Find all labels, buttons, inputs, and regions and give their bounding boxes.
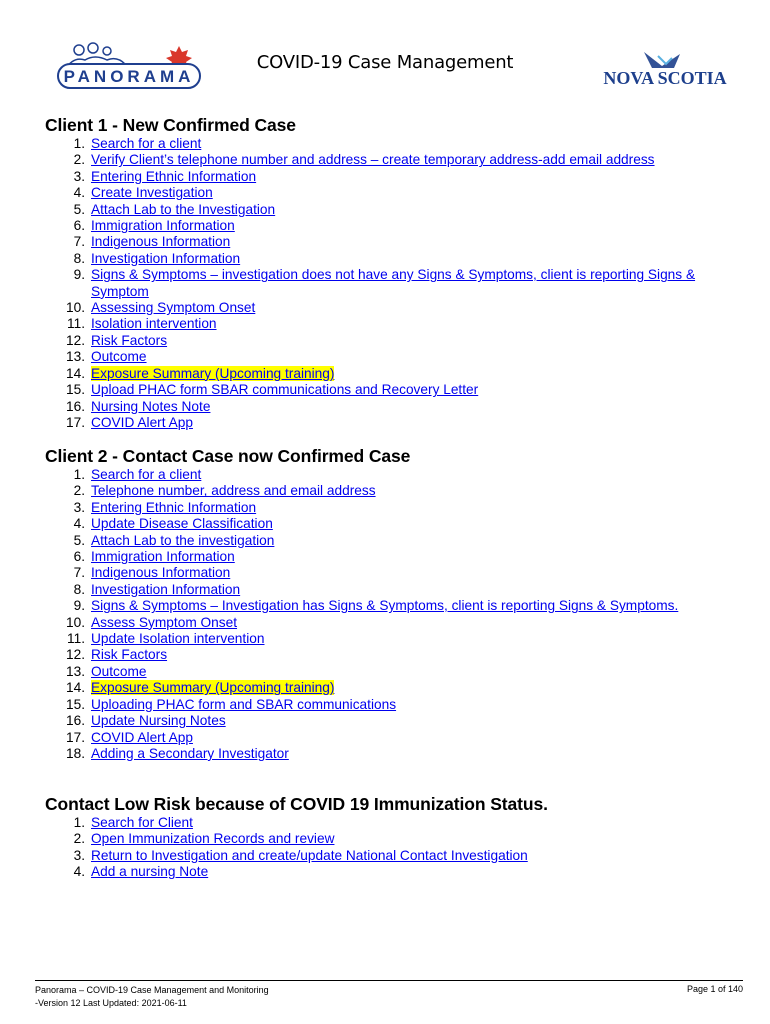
- toc-item: [45, 680, 745, 696]
- toc-item: [45, 730, 745, 746]
- toc-link[interactable]: Update Nursing Notes: [91, 713, 226, 729]
- nova-scotia-logo-text: NOVA SCOTIA: [603, 68, 727, 88]
- toc-item-number: 3.: [73, 499, 85, 515]
- toc-item-number: 16.: [65, 398, 85, 414]
- toc-link[interactable]: Assess Symptom Onset: [91, 614, 238, 630]
- toc-item-number: 12.: [65, 647, 85, 663]
- toc-item-number: 2.: [73, 831, 85, 847]
- toc-item-number: 4.: [73, 516, 85, 532]
- toc-item-number: 5.: [73, 532, 85, 548]
- toc-link[interactable]: Immigration Information: [91, 549, 235, 565]
- toc-link[interactable]: COVID Alert App: [91, 729, 193, 745]
- toc-item-number: 7.: [73, 234, 85, 250]
- toc-item-number: 2.: [73, 152, 85, 168]
- toc-link[interactable]: Risk Factors: [91, 332, 168, 348]
- toc-link[interactable]: Search for a client: [91, 136, 202, 151]
- toc-item-number: 1.: [73, 815, 85, 830]
- toc-link[interactable]: Adding a Secondary Investigator: [91, 745, 289, 761]
- toc-list: [45, 815, 745, 881]
- toc-item: [45, 565, 745, 581]
- toc-link[interactable]: Investigation Information: [91, 581, 241, 597]
- toc-item: [45, 848, 745, 864]
- page-footer: [35, 980, 743, 1010]
- toc-item: [45, 713, 745, 729]
- toc-item: [45, 251, 745, 267]
- toc-link[interactable]: Update Isolation intervention: [91, 631, 265, 647]
- toc-link[interactable]: Search for a client: [91, 467, 202, 482]
- toc-item-number: 15.: [65, 696, 85, 712]
- toc-item-number: 9.: [73, 267, 85, 283]
- toc-item: [45, 664, 745, 680]
- toc-item: [45, 582, 745, 598]
- toc-item: [45, 831, 745, 847]
- toc-link[interactable]: Signs & Symptoms – investigation does not have any Signs & Symptoms, client is reporting Signs & Symptom: [91, 267, 696, 299]
- toc-item: [45, 169, 745, 185]
- toc-item-number: 16.: [65, 713, 85, 729]
- toc-link[interactable]: Exposure Summary (Upcoming training): [91, 365, 335, 381]
- toc-link[interactable]: Outcome: [91, 349, 147, 365]
- toc-link[interactable]: Search for Client: [91, 815, 193, 830]
- toc-link[interactable]: Add a nursing Note: [91, 864, 209, 880]
- nova-scotia-logo: [600, 50, 730, 90]
- toc-link[interactable]: COVID Alert App: [91, 414, 193, 430]
- toc-item-number: 14.: [65, 365, 85, 381]
- toc-item: [45, 152, 745, 168]
- toc-link[interactable]: Immigration Information: [91, 218, 235, 234]
- section-heading: Contact Low Risk because of COVID 19 Immunization Status.: [45, 794, 548, 814]
- toc-item-number: 3.: [73, 847, 85, 863]
- toc-link[interactable]: Verify Client’s telephone number and address – create temporary address-add email address: [91, 152, 655, 168]
- toc-item-number: 10.: [65, 300, 85, 316]
- toc-item: [45, 746, 745, 762]
- toc-item-number: 11.: [66, 316, 85, 332]
- section-heading: Client 2 - Contact Case now Confirmed Case: [45, 446, 411, 466]
- toc-item: [45, 267, 745, 300]
- toc-link[interactable]: Open Immunization Records and review: [91, 831, 335, 847]
- panorama-logo-text: PANORAMA: [63, 67, 195, 86]
- toc-item: [45, 598, 745, 614]
- toc-item-number: 13.: [65, 663, 85, 679]
- toc-link[interactable]: Risk Factors: [91, 647, 168, 663]
- toc-item-number: 9.: [73, 598, 85, 614]
- toc-link[interactable]: Signs & Symptoms – Investigation has Signs & Symptoms, client is reporting Signs & Symptoms.: [91, 598, 679, 614]
- toc-item: [45, 316, 745, 332]
- toc-item-number: 6.: [73, 218, 85, 234]
- toc-item-number: 15.: [65, 382, 85, 398]
- toc-item: [45, 516, 745, 532]
- toc-item-number: 3.: [73, 168, 85, 184]
- toc-link[interactable]: Entering Ethnic Information: [91, 499, 257, 515]
- toc-item: [45, 234, 745, 250]
- toc-item-number: 2.: [73, 483, 85, 499]
- toc-link[interactable]: Nursing Notes Note: [91, 398, 211, 414]
- toc-item-number: 8.: [73, 250, 85, 266]
- page-header: [0, 0, 770, 110]
- toc-item: [45, 483, 745, 499]
- toc-item-number: 13.: [65, 349, 85, 365]
- toc-item: [45, 185, 745, 201]
- toc-link[interactable]: Upload PHAC form SBAR communications and Recovery Letter: [91, 382, 479, 398]
- toc-link[interactable]: Isolation intervention: [91, 316, 217, 332]
- toc-item-number: 12.: [65, 332, 85, 348]
- toc-item: [45, 500, 745, 516]
- toc-item-number: 14.: [65, 680, 85, 696]
- toc-item: [45, 615, 745, 631]
- section-contact-low-risk: [45, 793, 745, 881]
- toc-link[interactable]: Indigenous Information: [91, 565, 231, 581]
- toc-link[interactable]: Indigenous Information: [91, 234, 231, 250]
- toc-item-number: 5.: [73, 201, 85, 217]
- toc-item: [45, 697, 745, 713]
- toc-item: [45, 366, 745, 382]
- toc-link[interactable]: Attach Lab to the investigation: [91, 532, 275, 548]
- toc-item: [45, 631, 745, 647]
- footer-document-name: Panorama – COVID-19 Case Management and Monitoring: [35, 985, 269, 995]
- toc-item-number: 17.: [65, 729, 85, 745]
- section-heading: Client 1 - New Confirmed Case: [45, 115, 296, 135]
- toc-item-number: 4.: [73, 185, 85, 201]
- toc-item: [45, 815, 745, 831]
- toc-item-number: 1.: [73, 467, 85, 482]
- toc-item-number: 1.: [73, 136, 85, 151]
- toc-item-number: 18.: [65, 745, 85, 761]
- document-title: COVID-19 Case Management: [256, 52, 514, 73]
- toc-item-number: 11.: [66, 631, 85, 647]
- toc-link[interactable]: Return to Investigation and create/update National Contact Investigation: [91, 847, 528, 863]
- toc-link[interactable]: Create Investigation: [91, 185, 213, 201]
- toc-link[interactable]: Assessing Symptom Onset: [91, 300, 256, 316]
- toc-item: [45, 218, 745, 234]
- toc-item: [45, 864, 745, 880]
- toc-item: [45, 136, 745, 152]
- toc-link[interactable]: Outcome: [91, 663, 147, 679]
- toc-item-number: 8.: [73, 581, 85, 597]
- toc-item: [45, 549, 745, 565]
- toc-item: [45, 349, 745, 365]
- toc-item: [45, 467, 745, 483]
- toc-item-number: 6.: [73, 549, 85, 565]
- toc-item-number: 4.: [73, 864, 85, 880]
- toc-item-number: 10.: [65, 614, 85, 630]
- toc-item: [45, 382, 745, 398]
- toc-link[interactable]: Telephone number, address and email address: [91, 483, 376, 499]
- toc-item-number: 17.: [65, 414, 85, 430]
- toc-link[interactable]: Update Disease Classification: [91, 516, 273, 532]
- toc-list: [45, 136, 745, 431]
- toc-item: [45, 415, 745, 431]
- toc-link[interactable]: Uploading PHAC form and SBAR communications: [91, 696, 397, 712]
- footer-version: -Version 12 Last Updated: 2021-06-11: [35, 998, 187, 1008]
- toc-list: [45, 467, 745, 762]
- toc-item: [45, 333, 745, 349]
- section-client-1: [45, 114, 745, 431]
- toc-link[interactable]: Exposure Summary (Upcoming training): [91, 680, 335, 696]
- page-number: Page 1 of 140: [686, 984, 743, 994]
- toc-item: [45, 399, 745, 415]
- toc-link[interactable]: Entering Ethnic Information: [91, 168, 257, 184]
- toc-item: [45, 533, 745, 549]
- toc-link[interactable]: Investigation Information: [91, 250, 241, 266]
- toc-item: [45, 647, 745, 663]
- toc-item-number: 7.: [73, 565, 85, 581]
- toc-item: [45, 202, 745, 218]
- toc-item: [45, 300, 745, 316]
- toc-link[interactable]: Attach Lab to the Investigation: [91, 201, 276, 217]
- section-client-2: [45, 445, 745, 762]
